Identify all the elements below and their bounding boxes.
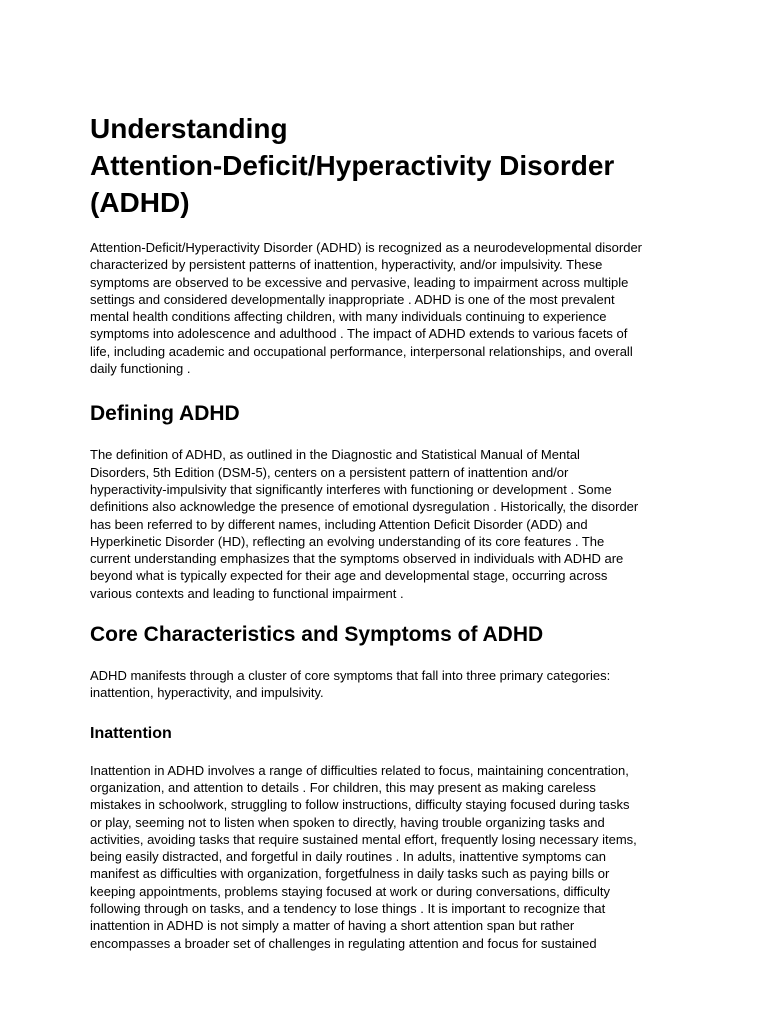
document-page (90, 110, 690, 952)
section-body-core-characteristics: ADHD manifests through a cluster of core symptoms that fall into three primary categories: inattention, hyperactivity, and impulsivity. (90, 668, 611, 701)
section-heading-defining-adhd: Defining ADHD (90, 402, 240, 426)
subsection-heading-inattention: Inattention (90, 724, 172, 742)
section-body-defining-adhd: The definition of ADHD, as outlined in the Diagnostic and Statistical Manual of Mental Disorders, 5th Edition (DSM-5), centers on a persistent pattern of inattention and/or hyperactivity-impulsivity that significantly interferes with functioning or development . Some definitions also acknowledge the presence of emotional dysregulation . Historically, the disorder has been referred to by different names, including Attention Deficit Disorder (ADD) and Hyperkinetic Disorder (HD), reflecting an evolving understanding of its core features . The current understanding emphasizes that the symptoms observed in individuals with ADHD are beyond what is typically expected for their age and developmental stage, occurring across various contexts and leading to functional impairment . (90, 447, 639, 601)
section-heading-core-characteristics: Core Characteristics and Symptoms of ADHD (90, 623, 544, 647)
intro-paragraph: Attention-Deficit/Hyperactivity Disorder (ADHD) is recognized as a neurodevelopmental disorder characterized by persistent patterns of inattention, hyperactivity, and/or impulsivity. These symptoms are observed to be excessive and pervasive, leading to impairment across multiple settings and considered developmentally inappropriate . ADHD is one of the most prevalent mental health conditions affecting children, with many individuals continuing to experience symptoms into adolescence and adulthood . The impact of ADHD extends to various facets of life, including academic and occupational performance, interpersonal relationships, and overall daily functioning . (90, 240, 643, 377)
document-title: Understanding Attention-Deficit/Hyperactivity Disorder (ADHD) (90, 113, 615, 218)
subsection-body-inattention: Inattention in ADHD involves a range of difficulties related to focus, maintaining concentration, organization, and attention to details . For children, this may present as making careless mistakes in schoolwork, struggling to follow instructions, difficulty staying focused during tasks or play, seeming not to listen when spoken to directly, having trouble organizing tasks and activities, avoiding tasks that require sustained mental effort, frequently losing necessary items, being easily distracted, and forgetful in daily routines . In adults, inattentive symptoms can manifest as difficulties with organization, forgetfulness in daily tasks such as paying bills or keeping appointments, problems staying focused at work or during conversations, difficulty following through on tasks, and a tendency to lose things . It is important to recognize that inattention in ADHD is not simply a matter of having a short attention span but rather encompasses a broader set of challenges in regulating attention and focus for sustained (90, 762, 637, 951)
